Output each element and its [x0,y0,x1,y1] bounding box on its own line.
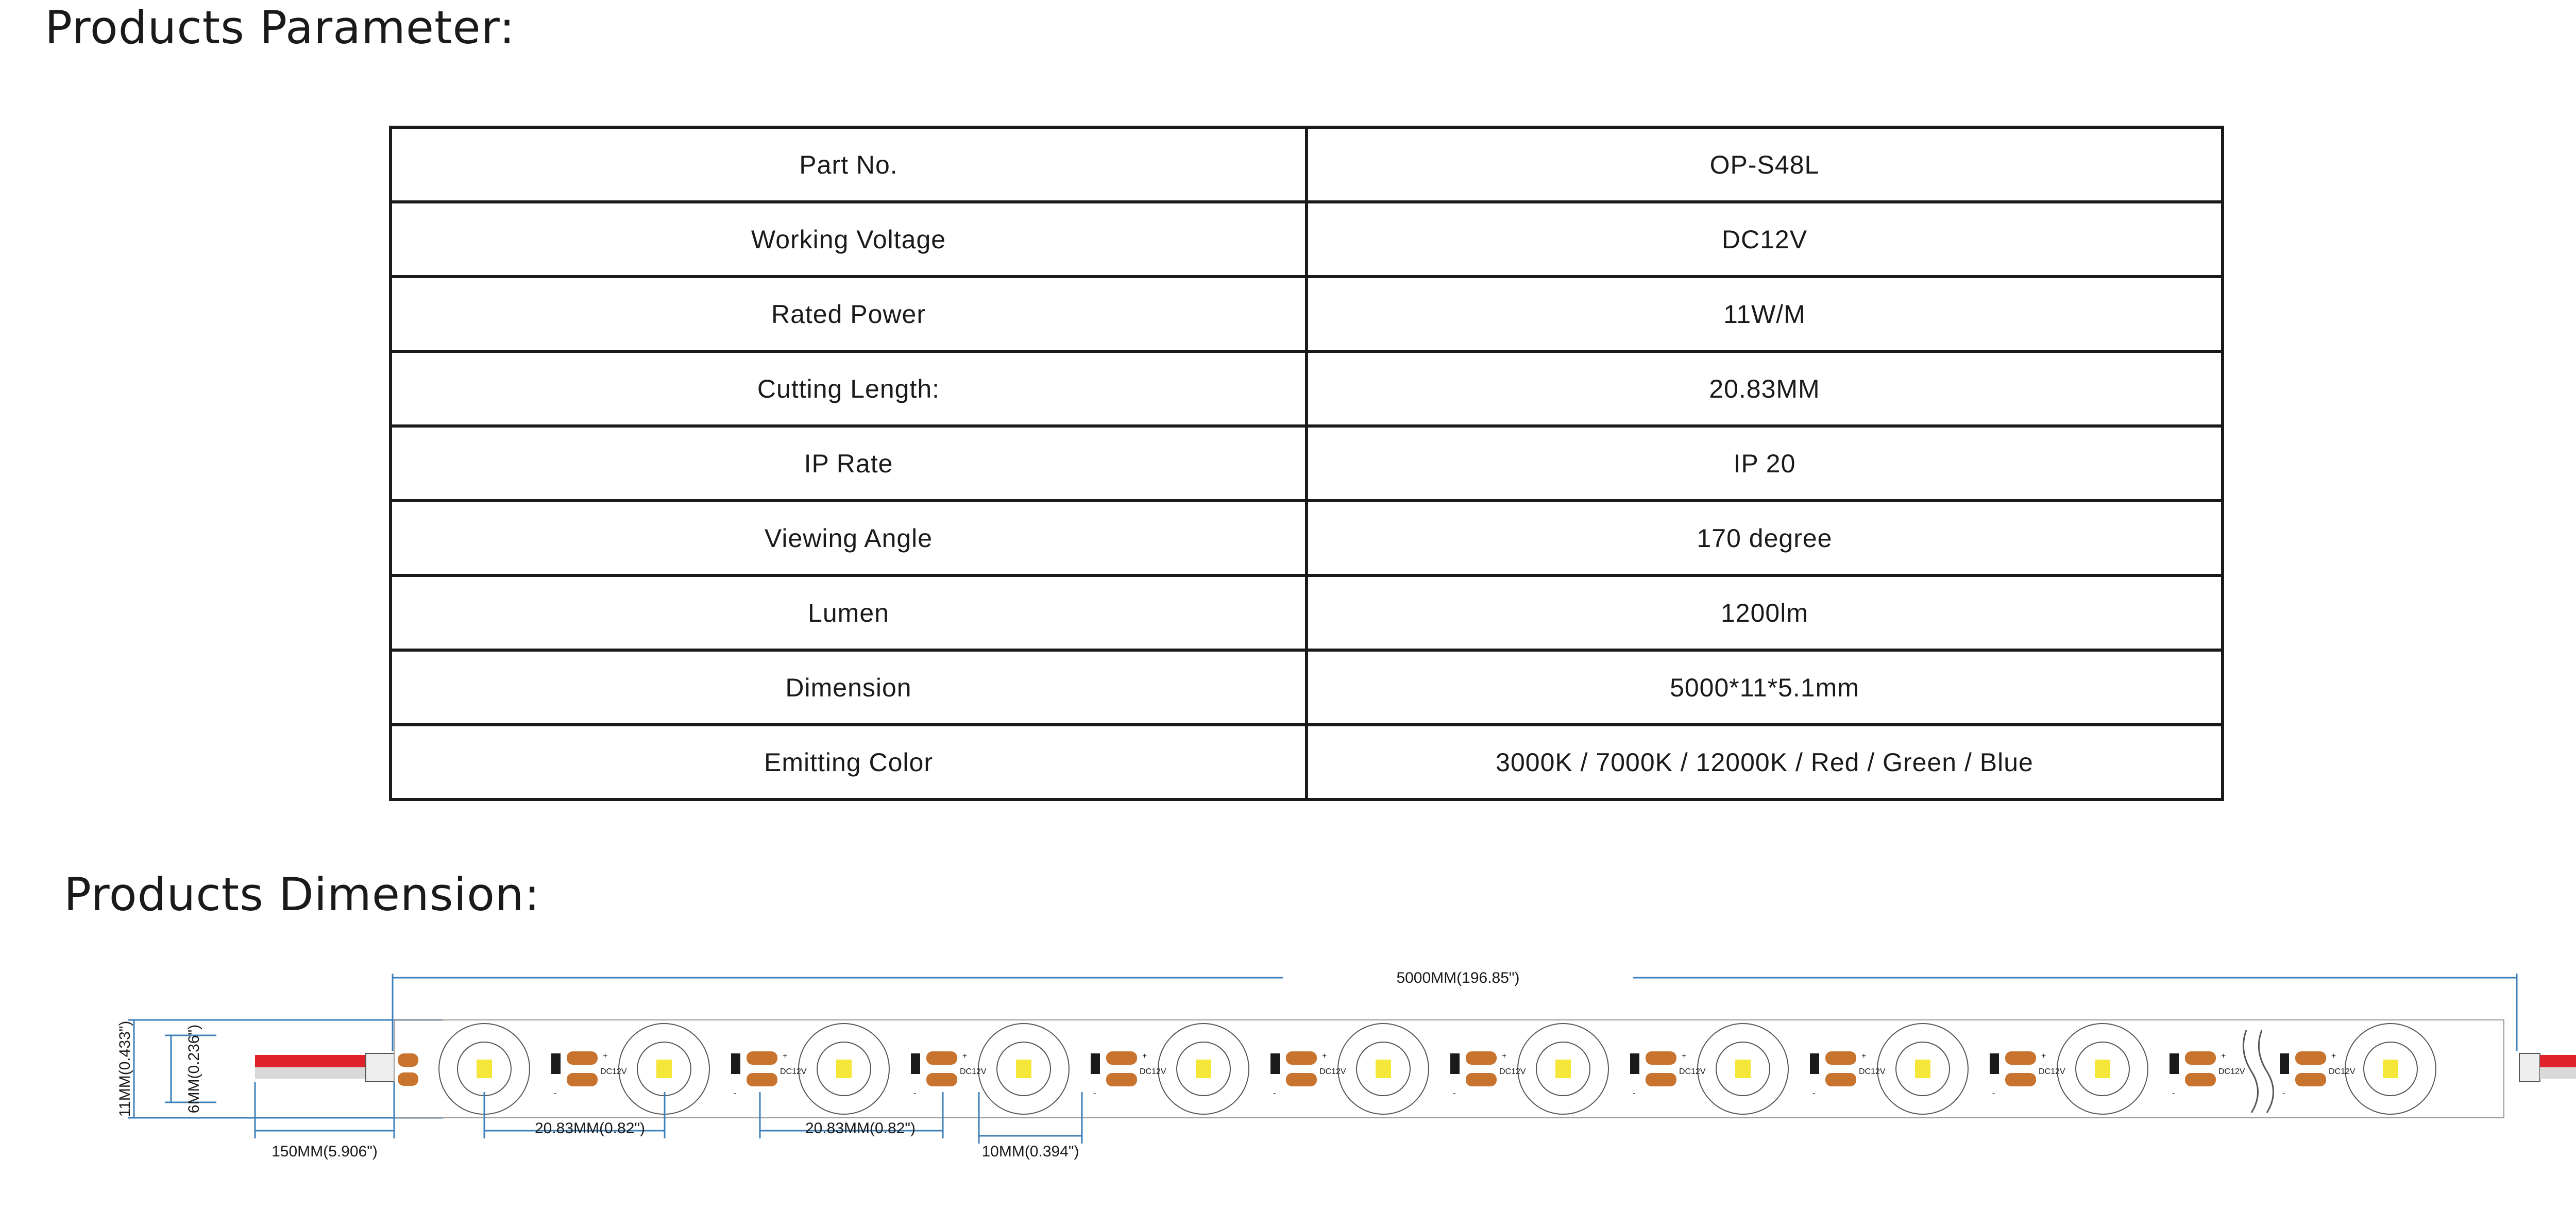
pad-voltage-label: DC12V [2039,1067,2065,1076]
copper-pad [398,1072,418,1086]
minus-sign: - [1093,1089,1096,1098]
param-label: Cutting Length: [391,351,1307,426]
minus-sign: - [913,1089,917,1098]
resistor [1450,1053,1460,1074]
minus-sign: - [2172,1089,2175,1098]
dimension-heading: Products Dimension: [64,868,540,921]
minus-sign: - [554,1089,557,1098]
param-value: 5000*11*5.1mm [1307,650,2223,725]
param-value: 170 degree [1307,501,2223,575]
led-chip [477,1060,492,1078]
param-label: Emitting Color [391,725,1307,799]
plus-sign: + [1142,1052,1147,1061]
copper-pad [2295,1073,2326,1086]
led-chip [1915,1060,1930,1078]
led-chip [1376,1060,1391,1078]
plus-sign: + [783,1052,788,1061]
copper-pad [1825,1051,1856,1065]
total-length-dimension [393,969,2517,1051]
param-label: Lumen [391,575,1307,650]
total-length-label: 5000MM(196.85") [1396,969,1520,986]
plus-sign: + [2221,1052,2226,1061]
resistor [1270,1053,1280,1074]
copper-pad [2005,1073,2036,1086]
table-row [391,725,2223,799]
table-row [391,426,2223,501]
copper-pad [2185,1051,2216,1065]
resistor [551,1053,561,1074]
plus-sign: + [962,1052,968,1061]
break-mark [2243,1030,2273,1113]
param-label: Dimension [391,650,1307,725]
copper-pad [2295,1051,2326,1065]
param-label: IP Rate [391,426,1307,501]
copper-pad [1466,1073,1497,1086]
param-value: DC12V [1307,202,2223,277]
pad-voltage-label: DC12V [2329,1067,2355,1076]
copper-pad [1286,1051,1317,1065]
parameters-heading: Products Parameter: [45,1,515,54]
minus-sign: - [1633,1089,1636,1098]
wire-length-dimension [255,1082,394,1160]
param-label: Viewing Angle [391,501,1307,575]
gap-label: 10MM(0.394") [981,1143,1079,1160]
led-chip [1016,1060,1031,1078]
resistor [1091,1053,1100,1074]
copper-pad [926,1073,957,1086]
pad-voltage-label: DC12V [1140,1067,1166,1076]
led-chip [2095,1060,2110,1078]
resistor [911,1053,920,1074]
pad-voltage-label: DC12V [600,1067,627,1076]
copper-pad [1646,1073,1676,1086]
resistor [2280,1053,2289,1074]
pad-voltage-label: DC12V [1679,1067,1706,1076]
table-row [391,127,2223,202]
minus-sign: - [1453,1089,1456,1098]
minus-sign: - [2282,1089,2285,1098]
pad-voltage-label: DC12V [780,1067,807,1076]
minus-sign: - [1273,1089,1276,1098]
param-value: 11W/M [1307,277,2223,351]
copper-pad [398,1053,418,1067]
height-inner-label: 6MM(0.236") [185,1024,202,1114]
resistor [1990,1053,1999,1074]
wire-length-label: 150MM(5.906") [272,1143,378,1160]
led-units [398,1024,2436,1114]
led-chip [656,1060,672,1078]
copper-pad [1825,1073,1856,1086]
led-chip [1196,1060,1211,1078]
table-row [391,650,2223,725]
right-wire-lead [2519,1053,2576,1082]
copper-pad [747,1051,777,1065]
param-label: Rated Power [391,277,1307,351]
strip-body [394,1020,2504,1118]
minus-sign: - [734,1089,737,1098]
pitch-b-label: 20.83MM(0.82") [805,1120,916,1137]
pad-voltage-label: DC12V [960,1067,987,1076]
copper-pad [567,1073,598,1086]
table-row [391,202,2223,277]
copper-pad [747,1073,777,1086]
param-value: IP 20 [1307,426,2223,501]
pad-voltage-label: DC12V [1499,1067,1526,1076]
param-label: Working Voltage [391,202,1307,277]
table-row [391,575,2223,650]
plus-sign: + [1322,1052,1327,1061]
height-outer-label: 11MM(0.433") [116,1020,133,1117]
param-value: 20.83MM [1307,351,2223,426]
copper-pad [1646,1051,1676,1065]
minus-sign: - [1812,1089,1816,1098]
resistor [2170,1053,2179,1074]
plus-sign: + [1502,1052,1507,1061]
led-chip [1735,1060,1751,1078]
table-row [391,277,2223,351]
minus-sign: - [1992,1089,1995,1098]
led-chip [2383,1060,2398,1078]
table-row [391,351,2223,426]
copper-pad [1106,1073,1137,1086]
copper-pad [1106,1051,1137,1065]
param-value: 3000K / 7000K / 12000K / Red / Green / Blue [1307,725,2223,799]
led-chip [836,1060,852,1078]
copper-pad [1466,1051,1497,1065]
copper-pad [567,1051,598,1065]
strip-dimension-drawing [0,948,2576,1174]
plus-sign: + [603,1052,608,1061]
pitch-a-label: 20.83MM(0.82") [534,1120,646,1137]
copper-pad [1286,1073,1317,1086]
pad-voltage-label: DC12V [1859,1067,1886,1076]
plus-sign: + [2331,1052,2336,1061]
table-row [391,501,2223,575]
plus-sign: + [1682,1052,1687,1061]
param-value: 1200lm [1307,575,2223,650]
copper-pad [926,1051,957,1065]
plus-sign: + [1861,1052,1867,1061]
resistor [1810,1053,1819,1074]
resistor [731,1053,740,1074]
copper-pad [2185,1073,2216,1086]
plus-sign: + [2041,1052,2046,1061]
copper-pad [2005,1051,2036,1065]
resistor [1630,1053,1639,1074]
led-chip [1555,1060,1571,1078]
pad-voltage-label: DC12V [2218,1067,2245,1076]
pad-voltage-label: DC12V [1319,1067,1346,1076]
param-value: OP-S48L [1307,127,2223,202]
param-label: Part No. [391,127,1307,202]
left-wire-lead [255,1053,394,1082]
parameters-table [389,126,2224,801]
